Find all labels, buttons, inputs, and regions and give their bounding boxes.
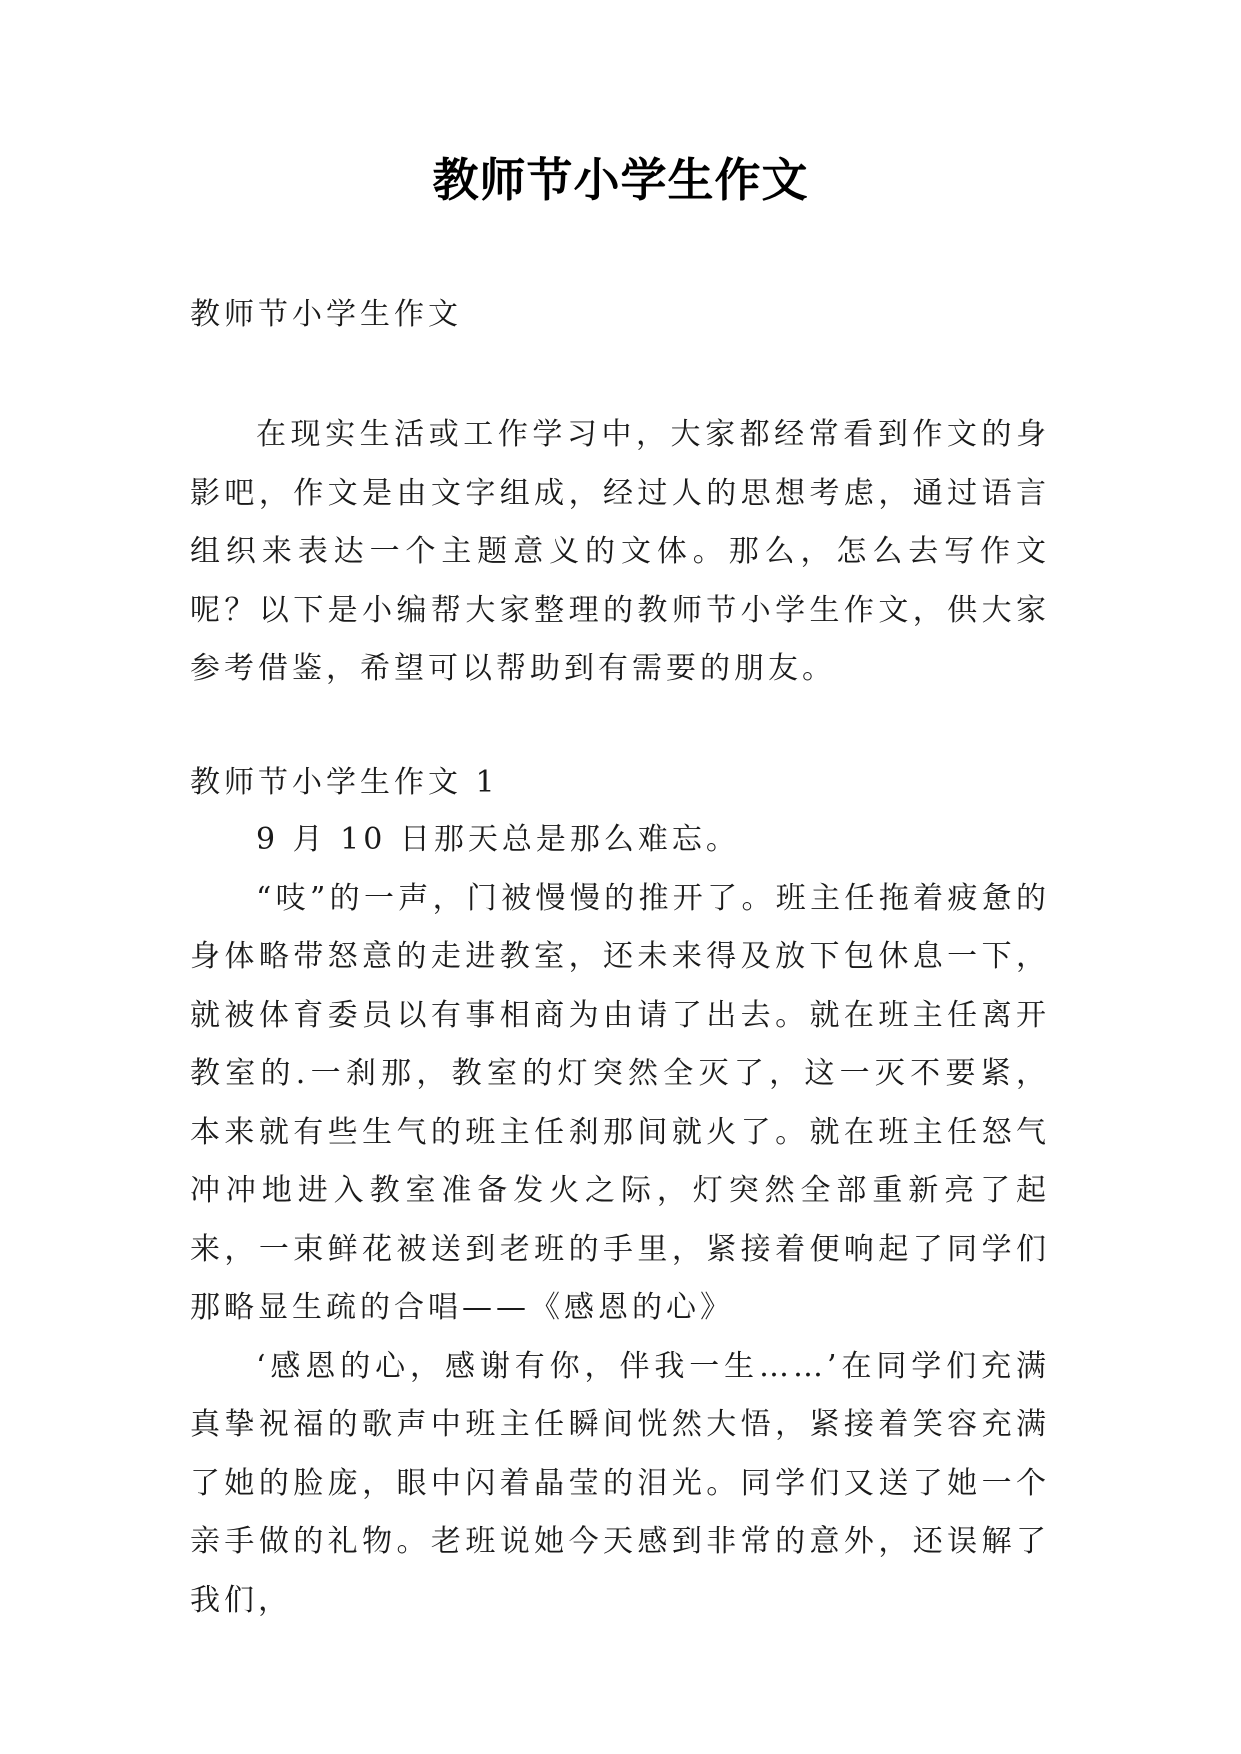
document-subtitle: 教师节小学生作文 bbox=[190, 297, 462, 332]
essay-paragraph: ‘感恩的心，感谢有你，伴我一生……’在同学们充满真挚祝福的歌声中班主任瞬间恍然大悟，紧接着笑容充满了她的脸庞，眼中闪着晶莹的泪光。同学们又送了她一个亲手做的礼物。老班说她今天感到非常的意外，还误解了我们， bbox=[190, 1348, 1050, 1618]
essay-paragraph: 9 月 10 日那天总是那么难忘。 bbox=[256, 822, 740, 857]
intro-paragraph: 在现实生活或工作学习中，大家都经常看到作文的身影吧，作文是由文字组成，经过人的思想考虑，通过语言组织来表达一个主题意义的文体。那么，怎么去写作文呢？以下是小编帮大家整理的教师节小学生作文，供大家参考借鉴，希望可以帮助到有需要的朋友。 bbox=[190, 417, 1050, 686]
essay-paragraph: “吱”的一声，门被慢慢的推开了。班主任拖着疲惫的身体略带怒意的走进教室，还未来得及放下包休息一下，就被体育委员以有事相商为由请了出去。就在班主任离开教室的.一刹那，教室的灯突然全灭了，这一灭不要紧，本来就有些生气的班主任刹那间就火了。就在班主任怒气冲冲地进入教室准备发火之际，灯突然全部重新亮了起来，一束鲜花被送到老班的手里，紧接着便响起了同学们那略显生疏的合唱——《感恩的心》 bbox=[190, 880, 1050, 1325]
section-title: 教师节小学生作文 1 bbox=[190, 765, 499, 800]
essay-body bbox=[190, 811, 1050, 1630]
document-title: 教师节小学生作文 bbox=[432, 153, 809, 207]
